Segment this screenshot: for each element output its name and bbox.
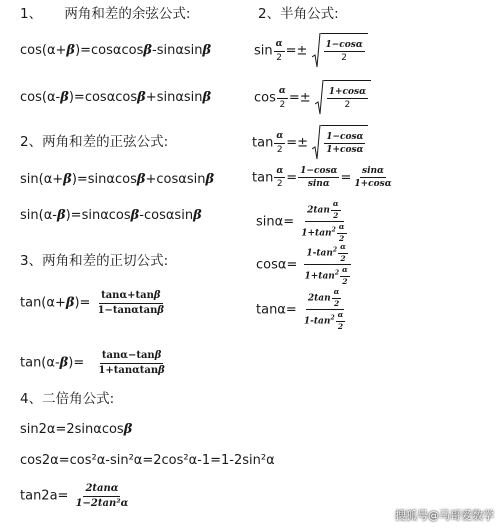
formula-sin-sum: sin(α+β)=sinαcosβ+cosαsinβ [20, 172, 215, 187]
fraction: $\frac{\alpha}{2}$ [275, 39, 283, 63]
formula-sin-diff: sin(α-β)=sinαcosβ-cosαsinβ [20, 208, 202, 223]
watermark: 搜狐号@马哥爱数学 [395, 509, 494, 522]
heading-number: 1、 [20, 6, 43, 22]
formula-tan-a-tan: tanα= 2tan $\frac{\alpha}{2}$ $1-\tan^2$ $\frac{\alpha}{2}$ [256, 288, 349, 332]
formula-tan-half-alt: tan $\frac{\alpha}{2}$ = $\frac{1-\cos\alpha}{\sin\alpha}$ = $\frac{\sin\alpha}{1+\cos\alpha}$ [252, 166, 392, 190]
fraction: $\frac{\alpha}{2}$ [276, 131, 284, 155]
formula-sin-2a: sin2α=2sinαcosβ [20, 422, 133, 437]
formula-sin-a-tan: sinα= 2tan $\frac{\alpha}{2}$ $1+\tan^2$ $\frac{\alpha}{2}$ [256, 200, 351, 244]
heading-half-angle: 2、半角公式: [258, 6, 339, 22]
fraction: 2tan $\frac{\alpha}{2}$ $1-\tan^2$ $\frac{\alpha}{2}$ [303, 287, 344, 331]
formula-cos-half: cos $\frac{\alpha}{2}$ =± 1+cosα 2 [254, 80, 371, 116]
square-root: 1+cosα 2 [315, 80, 371, 116]
fraction: $\frac{1-\cos\alpha}{\sin\alpha}$ [300, 166, 338, 190]
fraction: $\frac{\sin\alpha}{1+\cos\alpha}$ [354, 166, 392, 190]
fraction: $\frac{\tan\alpha-\tan\beta}{1+\tan\alpha\tan\beta}$ [98, 350, 165, 376]
formula-tan-2a: tan2a= $\frac{2\tan\alpha}{\text{1−2tan²α}}$ [20, 483, 129, 509]
square-root: 1−cosα 2 [312, 33, 368, 69]
fraction: $\frac{2\tan\alpha}{\text{1−2tan²α}}$ [75, 483, 129, 509]
fraction: $\frac{\alpha}{2}$ [278, 86, 286, 110]
fraction: $1-\tan^2$ $\frac{\alpha}{2}$ $1+\tan^2$ $\frac{\alpha}{2}$ [302, 243, 352, 287]
square-root: 1−cosα 1+cosα [312, 125, 368, 161]
heading-text: 两角和差的余弦公式: [64, 6, 191, 22]
heading-sine-sum-diff: 2、两角和差的正弦公式: [20, 134, 169, 150]
fraction: $\frac{\tan\alpha+\tan\beta}{1-\tan\alpha\tan\beta}$ [97, 290, 165, 316]
formula-tan-sum: tan(α+β)= $\frac{\tan\alpha+\tan\beta}{1-\tan\alpha\tan\beta}$ [20, 290, 165, 316]
heading-tangent-sum-diff: 3、两角和差的正切公式: [20, 253, 169, 269]
formula-sin-half: sin $\frac{\alpha}{2}$ =± 1−cosα 2 [254, 33, 368, 69]
heading-double-angle: 4、二倍角公式: [20, 391, 115, 407]
formula-tan-half: tan $\frac{\alpha}{2}$ =± 1−cosα 1+cosα [252, 125, 368, 161]
fraction: $\frac{\alpha}{2}$ [276, 166, 284, 190]
formula-cos-sum: cos(α+β)=cosαcosβ-sinαsinβ [20, 43, 212, 58]
formula-tan-diff: tan(α-β)= $\frac{\tan\alpha-\tan\beta}{1+\tan\alpha\tan\beta}$ [20, 350, 165, 376]
formula-cos-diff: cos(α-β)=cosαcosβ+sinαsinβ [20, 90, 212, 105]
heading-cosine-sum-diff [20, 8, 190, 22]
formula-cos-2a: cos2α=cos²α-sin²α=2cos²α-1=1-2sin²α [20, 453, 275, 468]
formula-cos-a-tan: cosα= $1-\tan^2$ $\frac{\alpha}{2}$ $1+\tan^2$ $\frac{\alpha}{2}$ [256, 243, 354, 287]
fraction: 2tan $\frac{\alpha}{2}$ $1+\tan^2$ $\frac{\alpha}{2}$ [301, 199, 345, 243]
